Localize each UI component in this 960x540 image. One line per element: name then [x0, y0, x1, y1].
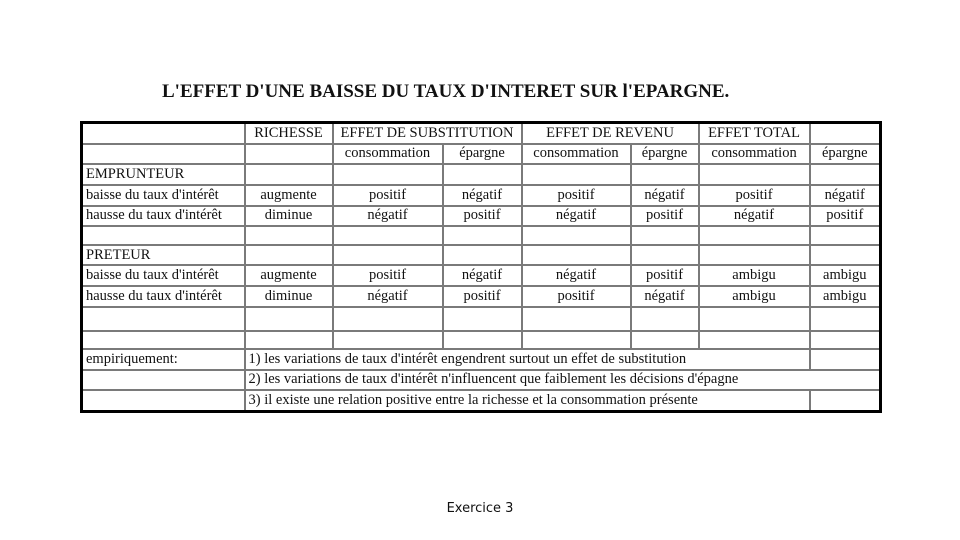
table-cell: positif: [631, 206, 699, 227]
table-cell: positif: [333, 185, 443, 206]
empty-cell: [245, 164, 333, 185]
empiriquement-row: [82, 390, 881, 411]
row-label: hausse du taux d'intérêt: [82, 206, 245, 227]
row-label: baisse du taux d'intérêt: [82, 265, 245, 286]
blank-row: [82, 331, 881, 349]
empiriquement-item-1: 1) les variations de taux d'intérêt engendrent surtout un effet de substitution: [245, 349, 810, 370]
empty-cell: [522, 307, 631, 331]
blank-row: [82, 307, 881, 331]
header-empty-cell: [810, 123, 881, 144]
table-cell: négatif: [810, 185, 881, 206]
empty-cell: [699, 331, 810, 349]
subheader-epargne: épargne: [443, 144, 522, 165]
empty-cell: [522, 245, 631, 266]
empty-cell: [333, 331, 443, 349]
empty-cell: [443, 164, 522, 185]
emprunteur-section-row: [82, 164, 881, 185]
empty-cell: [333, 164, 443, 185]
empty-cell: [82, 226, 245, 244]
empty-cell: [810, 226, 881, 244]
empty-cell: [810, 245, 881, 266]
savings-effect-table: [80, 121, 882, 413]
table-cell: diminue: [245, 206, 333, 227]
empty-cell: [810, 390, 881, 411]
table-cell: positif: [443, 286, 522, 307]
table-cell: augmente: [245, 265, 333, 286]
table-cell: ambigu: [699, 286, 810, 307]
empty-cell: [810, 164, 881, 185]
empty-cell: [443, 331, 522, 349]
empty-cell: [699, 164, 810, 185]
table-cell: positif: [810, 206, 881, 227]
table-cell: négatif: [522, 265, 631, 286]
empty-cell: [245, 331, 333, 349]
empty-cell: [631, 307, 699, 331]
empty-cell: [699, 245, 810, 266]
blank-row: [82, 226, 881, 244]
empty-cell: [245, 307, 333, 331]
empty-cell: [631, 331, 699, 349]
header-richesse: RICHESSE: [245, 123, 333, 144]
empty-cell: [699, 307, 810, 331]
table-row: [82, 286, 881, 307]
table-cell: négatif: [631, 185, 699, 206]
empty-cell: [443, 307, 522, 331]
table-cell: négatif: [443, 185, 522, 206]
table-cell: négatif: [333, 206, 443, 227]
empty-cell: [333, 245, 443, 266]
empty-cell: [82, 370, 245, 391]
table-cell: ambigu: [810, 265, 881, 286]
table-cell: diminue: [245, 286, 333, 307]
empty-cell: [631, 226, 699, 244]
subheader-epargne: épargne: [631, 144, 699, 165]
slide-caption: Exercice 3: [446, 501, 514, 516]
empty-cell: [522, 331, 631, 349]
empty-cell: [245, 226, 333, 244]
page-title: L'EFFET D'UNE BAISSE DU TAUX D'INTERET SUR l'EPARGNE.: [162, 81, 730, 102]
header-empty-cell: [82, 144, 245, 165]
empty-cell: [631, 245, 699, 266]
table-cell: négatif: [522, 206, 631, 227]
subheader-epargne: épargne: [810, 144, 881, 165]
section-label-emprunteur: EMPRUNTEUR: [82, 164, 245, 185]
table-cell: ambigu: [699, 265, 810, 286]
table-cell: positif: [522, 286, 631, 307]
table-cell: négatif: [699, 206, 810, 227]
empty-cell: [443, 245, 522, 266]
header-effet-total: EFFET TOTAL: [699, 123, 810, 144]
table-row: [82, 206, 881, 227]
empty-cell: [82, 307, 245, 331]
table-cell: négatif: [443, 265, 522, 286]
empiriquement-item-3: 3) il existe une relation positive entre la richesse et la consommation présente: [245, 390, 810, 411]
empty-cell: [82, 390, 245, 411]
subheader-consommation: consommation: [699, 144, 810, 165]
table-cell: négatif: [333, 286, 443, 307]
header-empty-cell: [245, 144, 333, 165]
empty-cell: [631, 164, 699, 185]
empty-cell: [810, 349, 881, 370]
table-cell: négatif: [631, 286, 699, 307]
table-cell: positif: [631, 265, 699, 286]
empty-cell: [522, 164, 631, 185]
section-label-preteur: PRETEUR: [82, 245, 245, 266]
table-row: [82, 185, 881, 206]
empty-cell: [522, 226, 631, 244]
preteur-section-row: [82, 245, 881, 266]
header-row-1: [82, 123, 881, 144]
table-cell: augmente: [245, 185, 333, 206]
empty-cell: [82, 331, 245, 349]
empty-cell: [699, 226, 810, 244]
empty-cell: [810, 331, 881, 349]
subheader-consommation: consommation: [522, 144, 631, 165]
header-effet-revenu: EFFET DE REVENU: [522, 123, 699, 144]
header-effet-substitution: EFFET DE SUBSTITUTION: [333, 123, 522, 144]
empty-cell: [333, 226, 443, 244]
table-cell: positif: [443, 206, 522, 227]
empty-cell: [245, 245, 333, 266]
empiriquement-row: [82, 370, 881, 391]
row-label: baisse du taux d'intérêt: [82, 185, 245, 206]
table-cell: positif: [333, 265, 443, 286]
empiriquement-label: empiriquement:: [82, 349, 245, 370]
empty-cell: [810, 307, 881, 331]
table-cell: ambigu: [810, 286, 881, 307]
empiriquement-item-2: 2) les variations de taux d'intérêt n'influencent que faiblement les décisions d'épagne: [245, 370, 881, 391]
subheader-consommation: consommation: [333, 144, 443, 165]
header-empty-cell: [82, 123, 245, 144]
table-row: [82, 265, 881, 286]
table-cell: positif: [522, 185, 631, 206]
empty-cell: [333, 307, 443, 331]
empiriquement-row: [82, 349, 881, 370]
header-row-2: [82, 144, 881, 165]
table-cell: positif: [699, 185, 810, 206]
empty-cell: [443, 226, 522, 244]
row-label: hausse du taux d'intérêt: [82, 286, 245, 307]
